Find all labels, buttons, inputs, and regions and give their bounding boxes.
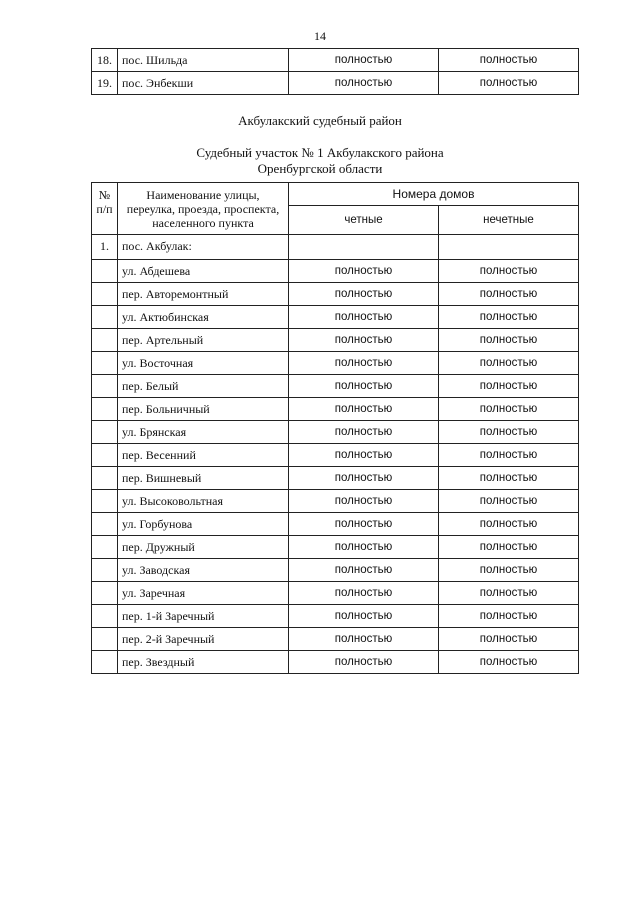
street-name: ул. Абдешева — [118, 260, 289, 283]
street-odd: полностью — [439, 467, 579, 490]
row-num — [92, 329, 118, 352]
street-name: ул. Заречная — [118, 582, 289, 605]
row-even: полностью — [289, 72, 439, 95]
street-name: пер. Больничный — [118, 398, 289, 421]
street-name: ул. Актюбинская — [118, 306, 289, 329]
settlement-row — [92, 235, 579, 260]
header-even: четные — [289, 206, 439, 235]
street-odd: полностью — [439, 421, 579, 444]
street-odd: полностью — [439, 628, 579, 651]
street-even: полностью — [289, 536, 439, 559]
row-odd: полностью — [439, 49, 579, 72]
header-row — [92, 183, 579, 206]
street-even: полностью — [289, 628, 439, 651]
street-name: ул. Высоковольтная — [118, 490, 289, 513]
row-odd: полностью — [439, 72, 579, 95]
street-even: полностью — [289, 421, 439, 444]
street-even: полностью — [289, 329, 439, 352]
settlement-even — [289, 235, 439, 260]
row-num — [92, 260, 118, 283]
top-table-body — [92, 49, 579, 95]
street-odd: полностью — [439, 651, 579, 674]
row-num — [92, 513, 118, 536]
row-num — [92, 421, 118, 444]
street-name: пер. 1-й Заречный — [118, 605, 289, 628]
row-num — [92, 283, 118, 306]
row-num: 19. — [92, 72, 118, 95]
table-row — [92, 559, 579, 582]
street-name: пер. Дружный — [118, 536, 289, 559]
street-even: полностью — [289, 352, 439, 375]
street-name: ул. Горбунова — [118, 513, 289, 536]
street-name: ул. Брянская — [118, 421, 289, 444]
table-row — [92, 375, 579, 398]
table-row — [92, 444, 579, 467]
street-even: полностью — [289, 490, 439, 513]
street-even: полностью — [289, 582, 439, 605]
top-table — [91, 48, 579, 95]
street-name: ул. Восточная — [118, 352, 289, 375]
row-num — [92, 375, 118, 398]
street-even: полностью — [289, 398, 439, 421]
row-num — [92, 352, 118, 375]
street-name: пер. Авторемонтный — [118, 283, 289, 306]
street-even: полностью — [289, 467, 439, 490]
street-name: ул. Заводская — [118, 559, 289, 582]
row-num — [92, 398, 118, 421]
street-odd: полностью — [439, 352, 579, 375]
street-odd: полностью — [439, 513, 579, 536]
header-num: № п/п — [92, 183, 118, 235]
street-even: полностью — [289, 559, 439, 582]
row-num — [92, 536, 118, 559]
table-row — [92, 49, 579, 72]
street-even: полностью — [289, 306, 439, 329]
table-row — [92, 536, 579, 559]
street-odd: полностью — [439, 329, 579, 352]
street-name: пер. Белый — [118, 375, 289, 398]
court-title-line2: Оренбургской области — [257, 161, 383, 176]
row-num — [92, 559, 118, 582]
street-even: полностью — [289, 375, 439, 398]
street-even: полностью — [289, 283, 439, 306]
row-num — [92, 605, 118, 628]
table-row — [92, 628, 579, 651]
header-odd: нечетные — [439, 206, 579, 235]
header-house-numbers: Номера домов — [289, 183, 579, 206]
street-even: полностью — [289, 444, 439, 467]
row-num: 18. — [92, 49, 118, 72]
row-num — [92, 306, 118, 329]
street-odd: полностью — [439, 398, 579, 421]
street-even: полностью — [289, 260, 439, 283]
row-name: пос. Энбекши — [118, 72, 289, 95]
row-num — [92, 651, 118, 674]
table-row — [92, 605, 579, 628]
row-even: полностью — [289, 49, 439, 72]
street-odd: полностью — [439, 536, 579, 559]
street-odd: полностью — [439, 605, 579, 628]
street-odd: полностью — [439, 559, 579, 582]
street-odd: полностью — [439, 490, 579, 513]
street-odd: полностью — [439, 283, 579, 306]
row-name: пос. Шильда — [118, 49, 289, 72]
row-num — [92, 467, 118, 490]
street-name: пер. Артельный — [118, 329, 289, 352]
table-row — [92, 467, 579, 490]
table-row — [92, 72, 579, 95]
table-row — [92, 651, 579, 674]
header-name: Наименование улицы, переулка, проезда, проспекта, населенного пункта — [118, 183, 289, 235]
street-odd: полностью — [439, 375, 579, 398]
table-row — [92, 582, 579, 605]
street-name: пер. Вишневый — [118, 467, 289, 490]
row-num — [92, 444, 118, 467]
street-even: полностью — [289, 605, 439, 628]
table-row — [92, 421, 579, 444]
streets-table — [91, 182, 579, 674]
table-row — [92, 352, 579, 375]
settlement-num: 1. — [92, 235, 118, 260]
street-even: полностью — [289, 651, 439, 674]
district-title: Акбулакский судебный район — [238, 113, 402, 128]
street-odd: полностью — [439, 444, 579, 467]
table-row — [92, 398, 579, 421]
row-num — [92, 628, 118, 651]
court-title-line1: Судебный участок № 1 Акбулакского района — [196, 145, 444, 160]
table-row — [92, 306, 579, 329]
settlement-odd — [439, 235, 579, 260]
street-name: пер. Звездный — [118, 651, 289, 674]
streets-table-body — [92, 235, 579, 674]
table-row — [92, 260, 579, 283]
row-num — [92, 490, 118, 513]
street-odd: полностью — [439, 260, 579, 283]
street-name: пер. 2-й Заречный — [118, 628, 289, 651]
table-row — [92, 490, 579, 513]
table-row — [92, 329, 579, 352]
street-even: полностью — [289, 513, 439, 536]
street-odd: полностью — [439, 582, 579, 605]
table-row — [92, 513, 579, 536]
table-row — [92, 283, 579, 306]
settlement-name: пос. Акбулак: — [118, 235, 289, 260]
street-odd: полностью — [439, 306, 579, 329]
page-number: 14 — [314, 29, 326, 43]
row-num — [92, 582, 118, 605]
street-name: пер. Весенний — [118, 444, 289, 467]
